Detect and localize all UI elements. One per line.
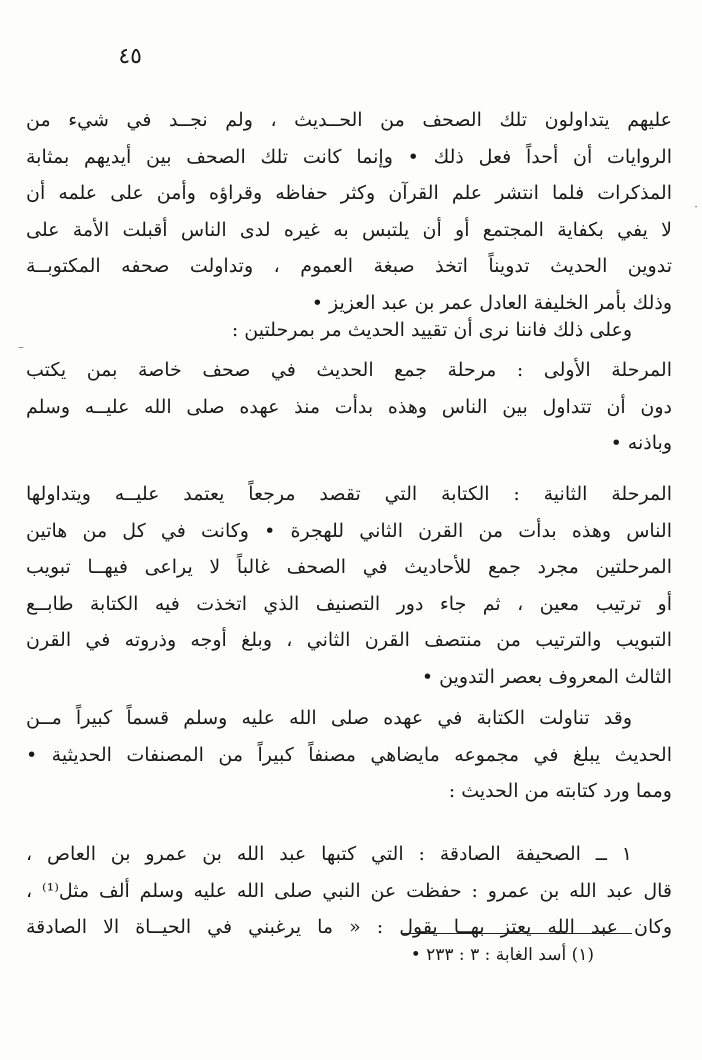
text-line: المرحلة الأولى : مرحلة جمع الحديث في صحف خاصة بمن يكتب — [26, 359, 672, 381]
paragraph-two-stages-intro — [32, 312, 632, 349]
text-line: قال عبد الله بن عمرو : حفظت عن النبي صلى الله عليه وسلم ألف مثل⁽¹⁾ ، — [26, 879, 672, 902]
text-line: المرحلتين مجرد جمع للأحاديث في الصحف غالباً لا يراعى فيهــا تبويب — [26, 556, 672, 578]
text-line: المرحلة الثانية : الكتابة التي تقصد مرجعاً يعتمد عليــه ويتداولها — [26, 483, 672, 505]
text-line: ١ ــ الصحيفة الصادقة : التي كتبها عبد الله بن عمرو بن العاص ، — [26, 843, 632, 865]
text-line: تدوين الحديث تدويناً اتخذ صبغة العموم ، وتداولت صحفه المكتوبــة — [26, 255, 672, 277]
margin-scan-mark: – — [18, 340, 24, 354]
text-line: الثالث المعروف بعصر التدوين • — [421, 665, 672, 688]
footnote: (١) أسد الغابة : ٣ : ٢٣٣ • — [410, 945, 594, 965]
paragraph-writing-in-era — [26, 700, 672, 810]
text-line: لا يفي بكفاية المجتمع أو أن يلتبس به غيره لدى الناس أقبلت الأمة على — [26, 218, 672, 241]
text-line: وعلى ذلك فاننا نرى أن تقييد الحديث مر بمرحلتين : — [231, 319, 632, 341]
paragraph-sahifa-sadiqa — [26, 836, 672, 946]
text-line: الحديث يبلغ في مجموعه مايضاهي مصنفاً كبيراً من المصنفات الحديثية • — [26, 743, 672, 766]
text-line: الناس وهذه بدأت من القرن الثاني للهجرة • وكانت في كل من هاتين — [26, 519, 672, 542]
text-line: دون أن تتداول بين الناس وهذه بدأت منذ عهده صلى الله عليــه وسلم — [26, 395, 672, 418]
footnote-divider — [402, 933, 632, 934]
text-line: التبويب والترتيب من منتصف القرن الثاني ، وبلغ أوجه وذروته في القرن — [26, 629, 672, 651]
paragraph-first-stage — [26, 352, 672, 462]
text-line: المذكرات فلما انتشر علم القرآن وكثر حفاظه وقراؤه وأمن على علمه أن — [26, 182, 672, 204]
text-line: وكان عبد الله يعتز بهــا يقول : « ما يرغبني في الحيــاة الا الصادقة — [26, 916, 672, 938]
paragraph-collection-history — [26, 102, 672, 321]
text-line: وقد تناولت الكتابة في عهده صلى الله عليه وسلم قسماً كبيراً مــن — [26, 707, 632, 729]
page-number: ٤٥ — [118, 44, 142, 69]
text-line: الروايات أن أحداً فعل ذلك • وإنما كانت تلك الصحف بين أيديهم بمثابة — [26, 145, 672, 168]
text-line: ومما ورد كتابته من الحديث : — [448, 780, 672, 802]
paragraph-second-stage — [26, 476, 672, 695]
text-line: أو ترتيب معين ، ثم جاء دور التصنيف الذي اتخذت فيه الكتابة طابــع — [26, 592, 672, 615]
text-line: عليهم يتداولون تلك الصحف من الحــديث ، ولم نجــد في شيء من — [26, 109, 672, 131]
text-line: وباذنه • — [610, 432, 672, 454]
text-line: وذلك بأمر الخليفة العادل عمر بن عبد العزيز • — [311, 291, 672, 314]
margin-scan-mark: · — [694, 200, 698, 214]
